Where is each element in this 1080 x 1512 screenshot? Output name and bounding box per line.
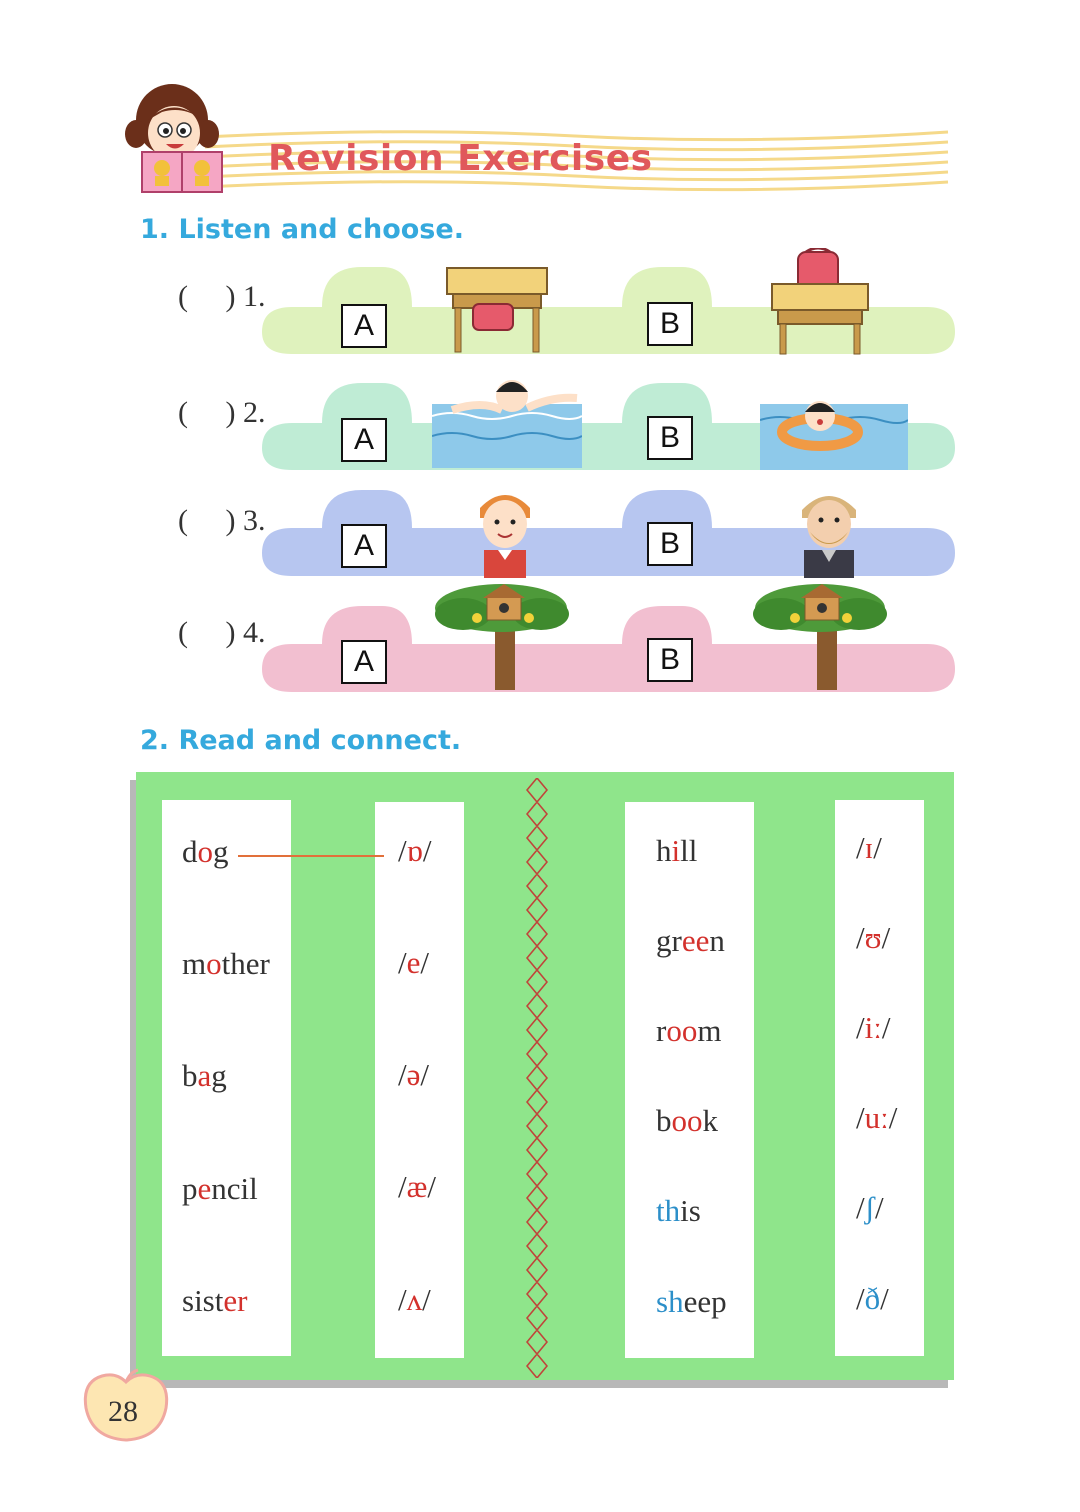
phonetic-item[interactable]: /ʊ/	[856, 920, 891, 955]
answer-bracket[interactable]: ( ) 2.	[178, 396, 266, 429]
section2-heading: 2. Read and connect.	[140, 725, 462, 756]
phonetic-item[interactable]: /ɒ/	[398, 833, 432, 868]
old-man-image	[796, 488, 862, 578]
right-phonetics-column	[835, 800, 924, 1356]
tree-birdhouse-image	[433, 580, 569, 690]
answer-bracket[interactable]: ( ) 3.	[178, 504, 266, 537]
option-b-box[interactable]: B	[647, 522, 693, 566]
option-b-box[interactable]: B	[647, 302, 693, 346]
word-item[interactable]: dog	[182, 834, 229, 869]
right-words-column	[625, 802, 754, 1358]
page-number: 28	[108, 1395, 138, 1428]
word-item[interactable]: bag	[182, 1058, 227, 1093]
young-boy-image	[474, 488, 536, 578]
phonetic-item[interactable]: /e/	[398, 945, 430, 980]
section1-heading: 1. Listen and choose.	[140, 214, 464, 245]
phonetic-item[interactable]: /ʌ/	[398, 1282, 431, 1317]
phonetic-item[interactable]: /ə/	[398, 1057, 430, 1092]
option-a-box[interactable]: A	[341, 640, 387, 684]
page-header	[0, 0, 1080, 210]
option-a-box[interactable]: A	[341, 418, 387, 462]
phonetic-item[interactable]: /ʃ/	[856, 1190, 884, 1225]
question-row-2	[0, 378, 1080, 488]
question-row-1	[0, 262, 1080, 372]
question-row-4	[0, 602, 1080, 712]
option-a-box[interactable]: A	[341, 524, 387, 568]
boy-in-ring-image	[760, 380, 908, 470]
phonetic-item[interactable]: /ð/	[856, 1281, 889, 1316]
phonetic-item[interactable]: /ɪ/	[856, 830, 882, 865]
example-connect-line	[236, 852, 386, 862]
word-item[interactable]: pencil	[182, 1171, 258, 1206]
girl-mascot-icon	[122, 78, 232, 196]
phonetic-item[interactable]: /æ/	[398, 1169, 436, 1204]
desk-bag-under-image	[445, 264, 550, 356]
desk-bag-on-image	[770, 248, 870, 356]
connect-board	[136, 772, 954, 1380]
page-title: Revision Exercises	[268, 138, 653, 179]
boy-swimming-image	[432, 370, 582, 468]
answer-bracket[interactable]: ( ) 4.	[178, 616, 266, 649]
option-b-box[interactable]: B	[647, 638, 693, 682]
answer-bracket[interactable]: ( ) 1.	[178, 280, 266, 313]
word-item[interactable]: book	[656, 1103, 718, 1138]
diamond-chain-divider	[526, 778, 548, 1378]
word-item[interactable]: sheep	[656, 1284, 727, 1319]
word-item[interactable]: sister	[182, 1283, 248, 1318]
word-item[interactable]: green	[656, 923, 725, 958]
word-item[interactable]: mother	[182, 946, 270, 981]
word-item[interactable]: this	[656, 1193, 701, 1228]
phonetic-item[interactable]: /uː/	[856, 1100, 898, 1135]
tree-birdhouse-image	[753, 580, 887, 690]
word-item[interactable]: room	[656, 1013, 722, 1048]
option-a-box[interactable]: A	[341, 304, 387, 348]
option-b-box[interactable]: B	[647, 416, 693, 460]
word-item[interactable]: hill	[656, 833, 698, 868]
phonetic-item[interactable]: /iː/	[856, 1010, 891, 1045]
